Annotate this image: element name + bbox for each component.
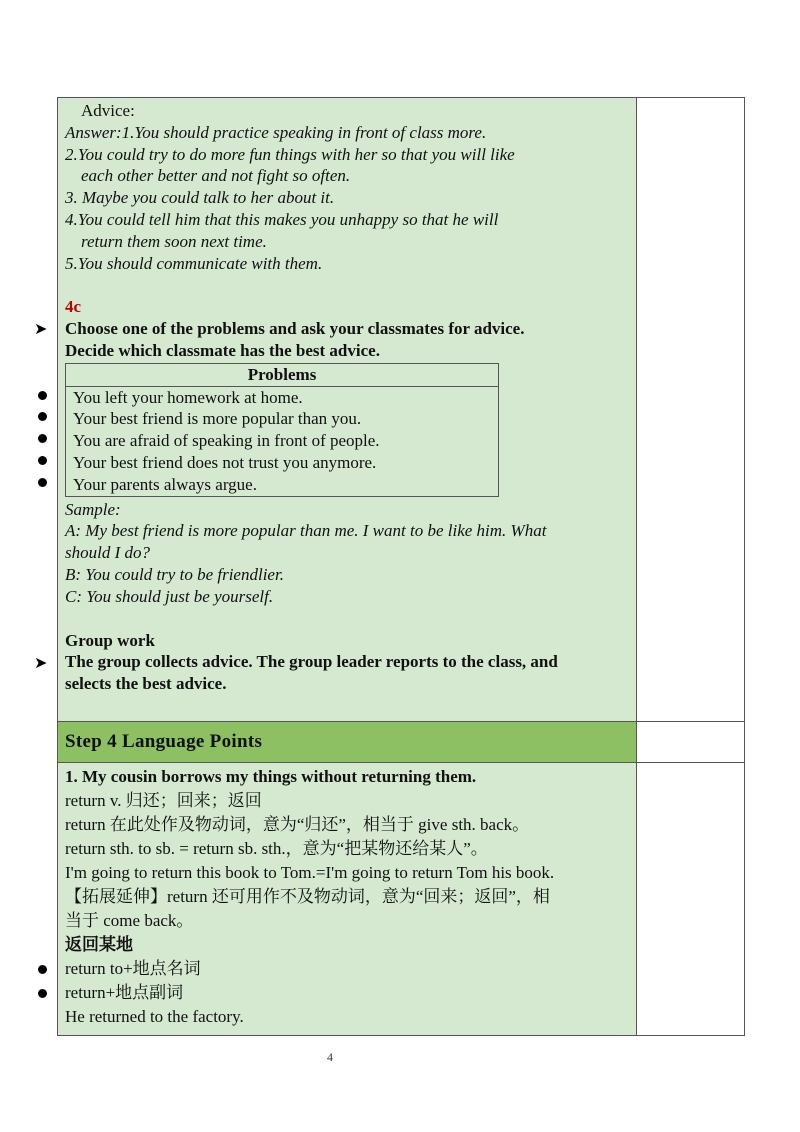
bullet-dot-icon <box>38 965 47 974</box>
side-column-cell <box>637 98 745 722</box>
step4-content-cell <box>58 762 637 1035</box>
extension-line-cont: 当于 come back。 <box>65 910 194 930</box>
answer-2: 2.You could try to do more fun things with her so that you will like <box>65 144 515 164</box>
answer-2-cont: each other better and not fight so often. <box>81 166 351 186</box>
problem-item: You are afraid of speaking in front of people. <box>66 430 499 452</box>
sample-c: C: You should just be yourself. <box>65 586 274 606</box>
arrow-marker-icon: ➤ <box>34 653 48 672</box>
problems-table <box>65 363 499 497</box>
problem-item: Your parents always argue. <box>66 474 499 496</box>
usage-bullet: return to+地点名词 <box>65 958 201 978</box>
bullet-dot-icon <box>38 391 47 400</box>
bullet-dot-icon <box>38 434 47 443</box>
sample-a: A: My best friend is more popular than me. I want to be like him. What <box>65 521 547 541</box>
problem-item: Your best friend is more popular than you. <box>66 408 499 430</box>
problems-header: Problems <box>66 363 499 386</box>
page-number: 4 <box>327 1050 333 1064</box>
section-4c-instruction-cont: Decide which classmate has the best advice. <box>65 340 380 360</box>
bullet-dot-icon <box>38 989 47 998</box>
group-work-title: Group work <box>65 630 155 650</box>
lesson-plan-table <box>57 97 745 1036</box>
arrow-marker-icon: ➤ <box>34 319 48 338</box>
sample-label: Sample: <box>65 499 121 519</box>
structure-line: return sth. to sb. = return sb. sth.，意为“把某物还给某人”。 <box>65 838 488 858</box>
sample-b: B: You could try to be friendlier. <box>65 564 284 584</box>
answer-5: 5.You should communicate with them. <box>65 253 323 273</box>
explanation-line: return 在此处作及物动词，意为“归还”，相当于 give sth. back。 <box>65 814 530 834</box>
section-4c-instruction: Choose one of the problems and ask your classmates for advice. <box>65 319 525 339</box>
extension-line: 【拓展延伸】return 还可用作不及物动词，意为“回来；返回”，相 <box>65 886 550 906</box>
answer-1: Answer:1.You should practice speaking in front of class more. <box>65 122 487 142</box>
problem-item: Your best friend does not trust you anymore. <box>66 452 499 474</box>
bullet-dot-icon <box>38 456 47 465</box>
point-title: 1. My cousin borrows my things without returning them. <box>65 766 477 786</box>
bullet-dot-icon <box>38 412 47 421</box>
advice-label: Advice: <box>81 101 135 120</box>
group-work-text-cont: selects the best advice. <box>65 674 227 694</box>
side-column-cell <box>637 721 745 762</box>
advice-cell <box>58 98 637 722</box>
example-sentence: He returned to the factory. <box>65 1006 244 1026</box>
sample-a-cont: should I do? <box>65 543 150 563</box>
group-work-text: The group collects advice. The group leader reports to the class, and <box>65 652 558 672</box>
subheading: 返回某地 <box>65 934 133 954</box>
usage-bullet: return+地点副词 <box>65 982 184 1002</box>
problem-item: You left your homework at home. <box>66 386 499 408</box>
step4-title: Step 4 Language Points <box>65 730 263 752</box>
step4-header-cell <box>58 721 637 762</box>
definition-line: return v. 归还；回来；返回 <box>65 790 262 810</box>
answer-4: 4.You could tell him that this makes you unhappy so that he will <box>65 209 499 229</box>
example-line: I'm going to return this book to Tom.=I'm going to return Tom his book. <box>65 862 555 882</box>
answer-4-cont: return them soon next time. <box>81 231 267 251</box>
answer-3: 3. Maybe you could talk to her about it. <box>65 188 335 208</box>
side-column-cell <box>637 762 745 1035</box>
section-4c-label: 4c <box>65 297 82 317</box>
bullet-dot-icon <box>38 478 47 487</box>
